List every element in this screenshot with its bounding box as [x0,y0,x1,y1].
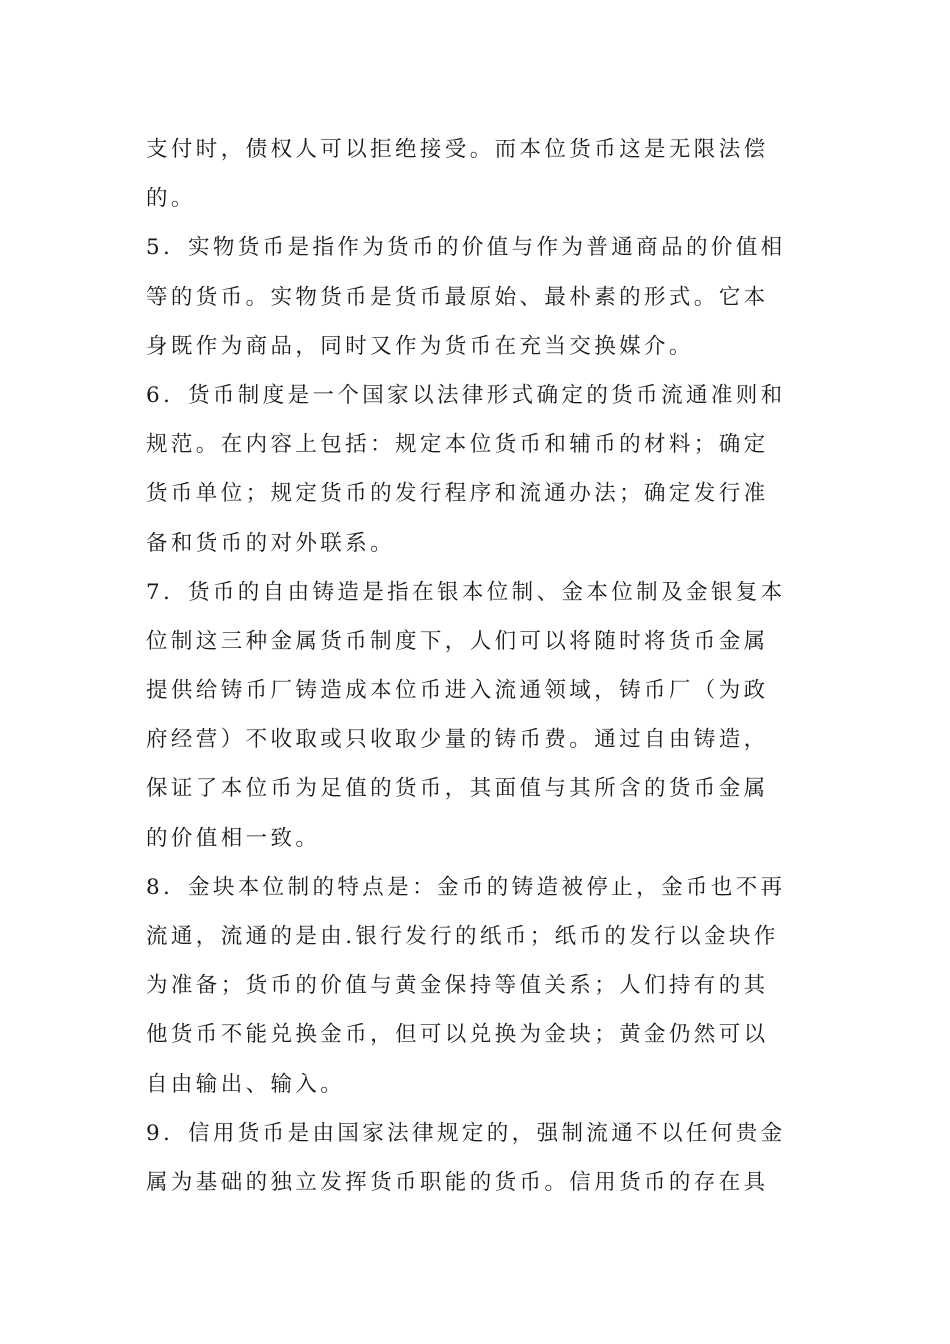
text-line: 货币单位；规定货币的发行程序和流通办法；确定发行准 [146,481,769,507]
text-line: 保证了本位币为足值的货币，其面值与其所含的货币金属 [146,776,769,802]
text-line: 9．信用货币是由国家法律规定的，强制流通不以任何贵金 [146,1120,786,1146]
text-line: 5．实物货币是指作为货币的价值与作为普通商品的价值相 [146,235,786,261]
text-line: 支付时，债权人可以拒绝接受。而本位货币这是无限法偿 [146,137,769,162]
text-line: 属为基础的独立发挥货币职能的货币。信用货币的存在具 [146,1169,769,1195]
text-line: 自由输出、输入。 [146,1071,346,1097]
text-line: 等的货币。实物货币是货币最原始、最朴素的形式。它本 [146,284,769,310]
text-line: 府经营）不收取或只收取少量的铸币费。通过自由铸造， [146,727,769,753]
text-line: 8．金块本位制的特点是：金币的铸造被停止，金币也不再 [146,874,786,900]
text-line: 流通，流通的是由.银行发行的纸币；纸币的发行以金块作 [146,924,779,949]
text-line: 为准备；货币的价值与黄金保持等值关系；人们持有的其 [146,973,769,999]
text-line: 规范。在内容上包括：规定本位货币和辅币的材料；确定 [146,432,769,458]
text-line: 7．货币的自由铸造是指在银本位制、金本位制及金银复本 [146,579,786,605]
text-line: 他货币不能兑换金币，但可以兑换为金块；黄金仍然可以 [146,1022,769,1048]
text-line: 提供给铸币厂铸造成本位币进入流通领域，铸币厂（为政 [146,678,769,704]
text-line: 的。 [146,186,196,212]
document-body [146,125,806,1207]
text-line: 位制这三种金属货币制度下，人们可以将随时将货币金属 [146,628,769,654]
text-line: 的价值相一致。 [146,825,321,851]
text-line: 6．货币制度是一个国家以法律形式确定的货币流通准则和 [146,382,786,408]
text-line: 备和货币的对外联系。 [146,530,396,556]
text-line: 身既作为商品，同时又作为货币在充当交换媒介。 [146,333,694,359]
